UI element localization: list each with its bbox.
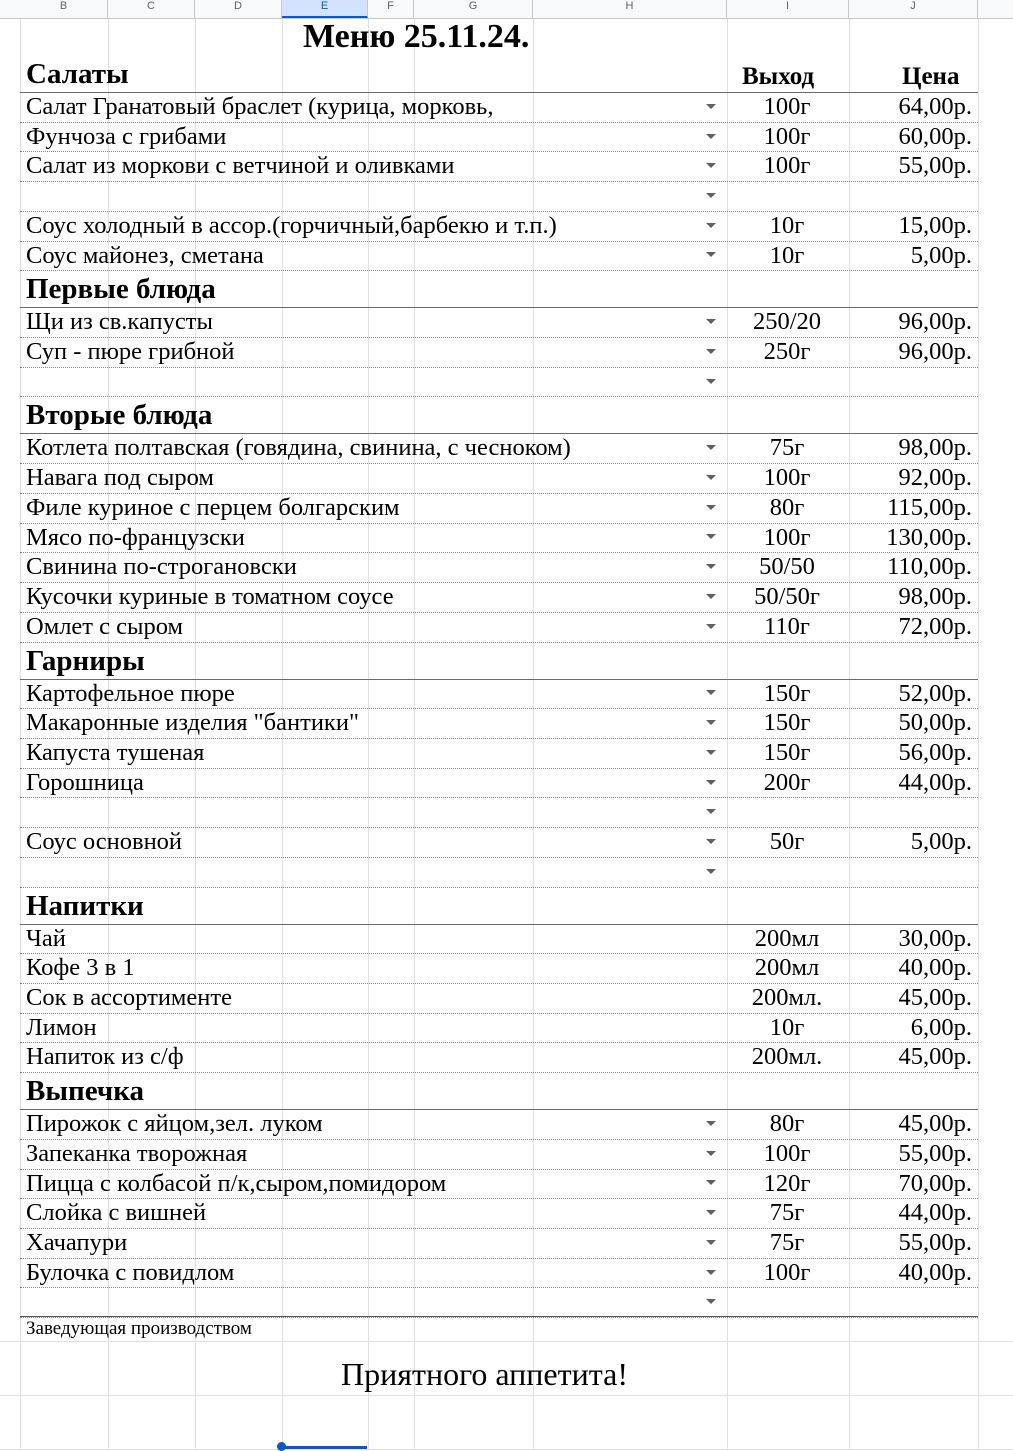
dish-name: Салат Гранатовый браслет (курица, морковь,: [26, 93, 494, 120]
portion-weight: 200мл.: [751, 1043, 823, 1071]
table-row[interactable]: [20, 1288, 978, 1318]
price: 98,00р.: [898, 583, 972, 611]
dropdown-arrow-icon[interactable]: [706, 1270, 716, 1275]
weight-column-header: Выход: [742, 63, 815, 90]
dropdown-arrow-icon[interactable]: [706, 690, 716, 695]
dish-name: Чай: [26, 924, 66, 952]
price: 98,00р.: [898, 434, 972, 462]
grid-hline: [0, 1449, 1013, 1450]
selection-handle[interactable]: [277, 1442, 286, 1451]
portion-weight: 100г: [763, 464, 811, 492]
price: 96,00р.: [898, 338, 972, 366]
dish-name: Щи из св.капусты: [26, 308, 213, 336]
portion-weight: 75г: [769, 1229, 805, 1257]
table-row[interactable]: [20, 464, 978, 494]
price: 92,00р.: [898, 464, 972, 492]
price: 70,00р.: [898, 1169, 972, 1197]
table-row[interactable]: [20, 1014, 978, 1044]
category-name: Напитки: [26, 889, 144, 922]
table-row[interactable]: [20, 1140, 978, 1170]
table-row[interactable]: [20, 1229, 978, 1259]
portion-weight: 10г: [769, 211, 805, 239]
dish-name: Соус майонез, сметана: [26, 241, 264, 269]
table-row[interactable]: [20, 858, 978, 888]
portion-weight: 100г: [763, 93, 811, 120]
portion-weight: 75г: [769, 434, 805, 462]
portion-weight: 100г: [763, 122, 811, 150]
portion-weight: 150г: [763, 679, 811, 707]
price: 40,00р.: [898, 1258, 972, 1286]
table-row[interactable]: [20, 368, 978, 398]
column-header-c[interactable]: C: [108, 0, 195, 18]
dish-name: Слойка с вишней: [26, 1199, 207, 1227]
dropdown-arrow-icon[interactable]: [706, 624, 716, 629]
price: 5,00р.: [910, 241, 972, 269]
portion-weight: 50/50: [759, 553, 815, 581]
category-row[interactable]: [20, 888, 978, 925]
dropdown-arrow-icon[interactable]: [706, 1210, 716, 1215]
price: 44,00р.: [898, 1199, 972, 1227]
table-bottom-border: [20, 1316, 978, 1317]
dish-name: Хачапури: [26, 1229, 128, 1257]
table-row[interactable]: [20, 680, 978, 710]
category-name: Салаты: [26, 58, 129, 90]
portion-weight: 250/20: [752, 308, 822, 336]
dish-name: Булочка с повидлом: [26, 1258, 235, 1286]
table-row[interactable]: [20, 1259, 978, 1289]
dropdown-arrow-icon[interactable]: [706, 379, 716, 384]
table-row[interactable]: [20, 553, 978, 583]
table-row[interactable]: [20, 739, 978, 769]
footer-label: Заведующая производством: [26, 1318, 252, 1339]
dropdown-arrow-icon[interactable]: [706, 809, 716, 814]
dish-name: Напиток из с/ф: [26, 1043, 184, 1071]
grid-hline: [0, 1341, 1013, 1342]
grid-vline: [978, 18, 979, 1449]
table-row[interactable]: [20, 984, 978, 1014]
category-name: Вторые блюда: [26, 399, 213, 432]
portion-weight: 100г: [763, 1139, 811, 1167]
price: 64,00р.: [898, 93, 972, 120]
portion-weight: 150г: [763, 738, 811, 766]
category-name: Гарниры: [26, 644, 145, 677]
dropdown-arrow-icon[interactable]: [706, 750, 716, 755]
table-row[interactable]: [20, 242, 978, 272]
dish-name: Соус холодный в ассор.(горчичный,барбекю и т.п.): [26, 211, 557, 239]
portion-weight: 10г: [769, 241, 805, 269]
column-header-b[interactable]: B: [20, 0, 108, 18]
table-row[interactable]: [20, 182, 978, 212]
category-row[interactable]: [20, 397, 978, 434]
grid-hline: [0, 1395, 1013, 1396]
dish-name: Навага под сыром: [26, 464, 214, 492]
dropdown-arrow-icon[interactable]: [706, 780, 716, 785]
price: 44,00р.: [898, 768, 972, 796]
dropdown-arrow-icon[interactable]: [706, 1121, 716, 1126]
dropdown-arrow-icon[interactable]: [706, 1240, 716, 1245]
dish-name: Салат из моркови с ветчиной и оливками: [26, 152, 455, 180]
table-row[interactable]: [20, 338, 978, 368]
dish-name: Пирожок с яйцом,зел. луком: [26, 1110, 323, 1138]
portion-weight: 150г: [763, 709, 811, 737]
dish-name: Картофельное пюре: [26, 679, 235, 707]
portion-weight: 250г: [763, 338, 811, 366]
dropdown-arrow-icon[interactable]: [706, 1180, 716, 1185]
table-row[interactable]: [20, 925, 978, 955]
dropdown-arrow-icon[interactable]: [706, 319, 716, 324]
table-row[interactable]: [20, 1043, 978, 1073]
dropdown-arrow-icon[interactable]: [706, 505, 716, 510]
column-header-bar: [0, 0, 1013, 19]
dropdown-arrow-icon[interactable]: [706, 1151, 716, 1156]
price: 55,00р.: [898, 1139, 972, 1167]
dropdown-arrow-icon[interactable]: [706, 534, 716, 539]
price: 40,00р.: [898, 954, 972, 982]
table-row[interactable]: [20, 954, 978, 984]
portion-weight: 100г: [763, 1258, 811, 1286]
portion-weight: 50/50г: [754, 583, 820, 611]
dish-name: Суп - пюре грибной: [26, 338, 235, 366]
portion-weight: 100г: [763, 152, 811, 180]
dish-name: Капуста тушеная: [26, 738, 205, 766]
table-row[interactable]: [20, 434, 978, 464]
table-row[interactable]: [20, 308, 978, 338]
dish-name: Макаронные изделия "бантики": [26, 709, 359, 737]
price: 130,00р.: [886, 523, 972, 551]
dropdown-arrow-icon[interactable]: [706, 445, 716, 450]
price: 50,00р.: [898, 709, 972, 737]
price: 55,00р.: [898, 152, 972, 180]
price: 110,00р.: [887, 553, 972, 581]
price: 45,00р.: [898, 984, 972, 1011]
table-row[interactable]: [20, 798, 978, 828]
dish-name: Сок в ассортименте: [26, 984, 233, 1011]
column-header-f[interactable]: F: [368, 0, 414, 18]
dish-name: Соус основной: [26, 828, 183, 856]
price: 115,00р.: [887, 493, 972, 521]
price: 30,00р.: [898, 924, 972, 952]
dish-name: Кусочки куриные в томатном соусе: [26, 583, 394, 611]
table-row[interactable]: [20, 1170, 978, 1200]
price: 72,00р.: [898, 612, 972, 640]
portion-weight: 75г: [769, 1199, 805, 1227]
price: 96,00р.: [898, 308, 972, 336]
price: 56,00р.: [898, 738, 972, 766]
dropdown-arrow-icon[interactable]: [706, 104, 716, 109]
table-row[interactable]: [20, 152, 978, 182]
table-row[interactable]: [20, 123, 978, 153]
column-header-e[interactable]: E: [282, 0, 368, 18]
category-row[interactable]: [20, 643, 978, 680]
table-row[interactable]: [20, 212, 978, 242]
column-header-g[interactable]: G: [414, 0, 533, 18]
dropdown-arrow-icon[interactable]: [706, 349, 716, 354]
category-name: Первые блюда: [26, 273, 216, 306]
dish-name: Мясо по-французски: [26, 523, 245, 551]
category-row[interactable]: [20, 1073, 978, 1110]
dish-name: Филе куриное с перцем болгарским: [26, 493, 400, 521]
portion-weight: 50г: [769, 828, 805, 856]
dish-name: Котлета полтавская (говядина, свинина, с чесноком): [26, 434, 571, 462]
dropdown-arrow-icon[interactable]: [706, 163, 716, 168]
table-row[interactable]: [20, 93, 978, 123]
price: 52,00р.: [898, 679, 972, 707]
table-row[interactable]: [20, 1199, 978, 1229]
price: 60,00р.: [898, 122, 972, 150]
portion-weight: 200г: [763, 768, 811, 796]
dropdown-arrow-icon[interactable]: [706, 1299, 716, 1304]
dish-name: Горошница: [26, 768, 144, 796]
dish-name: Запеканка творожная: [26, 1139, 248, 1167]
portion-weight: 80г: [769, 1110, 805, 1138]
dropdown-arrow-icon[interactable]: [706, 134, 716, 139]
table-row[interactable]: [20, 613, 978, 643]
portion-weight: 200мл: [754, 924, 820, 952]
table-row[interactable]: [20, 769, 978, 799]
dish-name: Свинина по-строгановски: [26, 553, 297, 581]
price: 45,00р.: [898, 1110, 972, 1138]
dish-name: Омлет с сыром: [26, 612, 184, 640]
dropdown-arrow-icon[interactable]: [706, 193, 716, 198]
dish-name: Фунчоза с грибами: [26, 122, 227, 150]
table-row[interactable]: [20, 709, 978, 739]
column-header-h[interactable]: H: [533, 0, 727, 18]
dish-name: Кофе 3 в 1: [26, 954, 135, 982]
portion-weight: 100г: [763, 523, 811, 551]
table-row[interactable]: [20, 524, 978, 554]
table-row[interactable]: [20, 583, 978, 613]
table-row[interactable]: [20, 1110, 978, 1140]
column-header-j[interactable]: J: [849, 0, 978, 18]
category-row[interactable]: [20, 271, 978, 308]
dish-name: Пицца с колбасой п/к,сыром,помидором: [26, 1169, 447, 1197]
closing-text: Приятного аппетита!: [341, 1356, 628, 1392]
portion-weight: 80г: [769, 493, 805, 521]
price: 55,00р.: [898, 1229, 972, 1257]
price: 15,00р.: [898, 211, 972, 239]
portion-weight: 120г: [763, 1169, 811, 1197]
price-column-header: Цена: [902, 63, 960, 90]
dish-name: Лимон: [26, 1013, 97, 1041]
portion-weight: 200мл: [754, 954, 820, 982]
dropdown-arrow-icon[interactable]: [706, 720, 716, 725]
dropdown-arrow-icon[interactable]: [706, 252, 716, 257]
table-row[interactable]: [20, 828, 978, 858]
portion-weight: 200мл.: [751, 984, 823, 1011]
category-row[interactable]: [20, 56, 978, 93]
price: 45,00р.: [898, 1043, 972, 1071]
column-header-d[interactable]: D: [195, 0, 282, 18]
dropdown-arrow-icon[interactable]: [706, 223, 716, 228]
dropdown-arrow-icon[interactable]: [706, 594, 716, 599]
dropdown-arrow-icon[interactable]: [706, 839, 716, 844]
column-header-i[interactable]: I: [727, 0, 849, 18]
page-title: Меню 25.11.24.: [303, 18, 530, 55]
price: 5,00р.: [910, 828, 972, 856]
portion-weight: 110г: [764, 612, 810, 640]
table-row[interactable]: [20, 494, 978, 524]
dropdown-arrow-icon[interactable]: [706, 564, 716, 569]
price: 6,00р.: [910, 1013, 972, 1041]
dropdown-arrow-icon[interactable]: [706, 475, 716, 480]
portion-weight: 10г: [769, 1013, 805, 1041]
category-name: Выпечка: [26, 1075, 144, 1108]
dropdown-arrow-icon[interactable]: [706, 869, 716, 874]
